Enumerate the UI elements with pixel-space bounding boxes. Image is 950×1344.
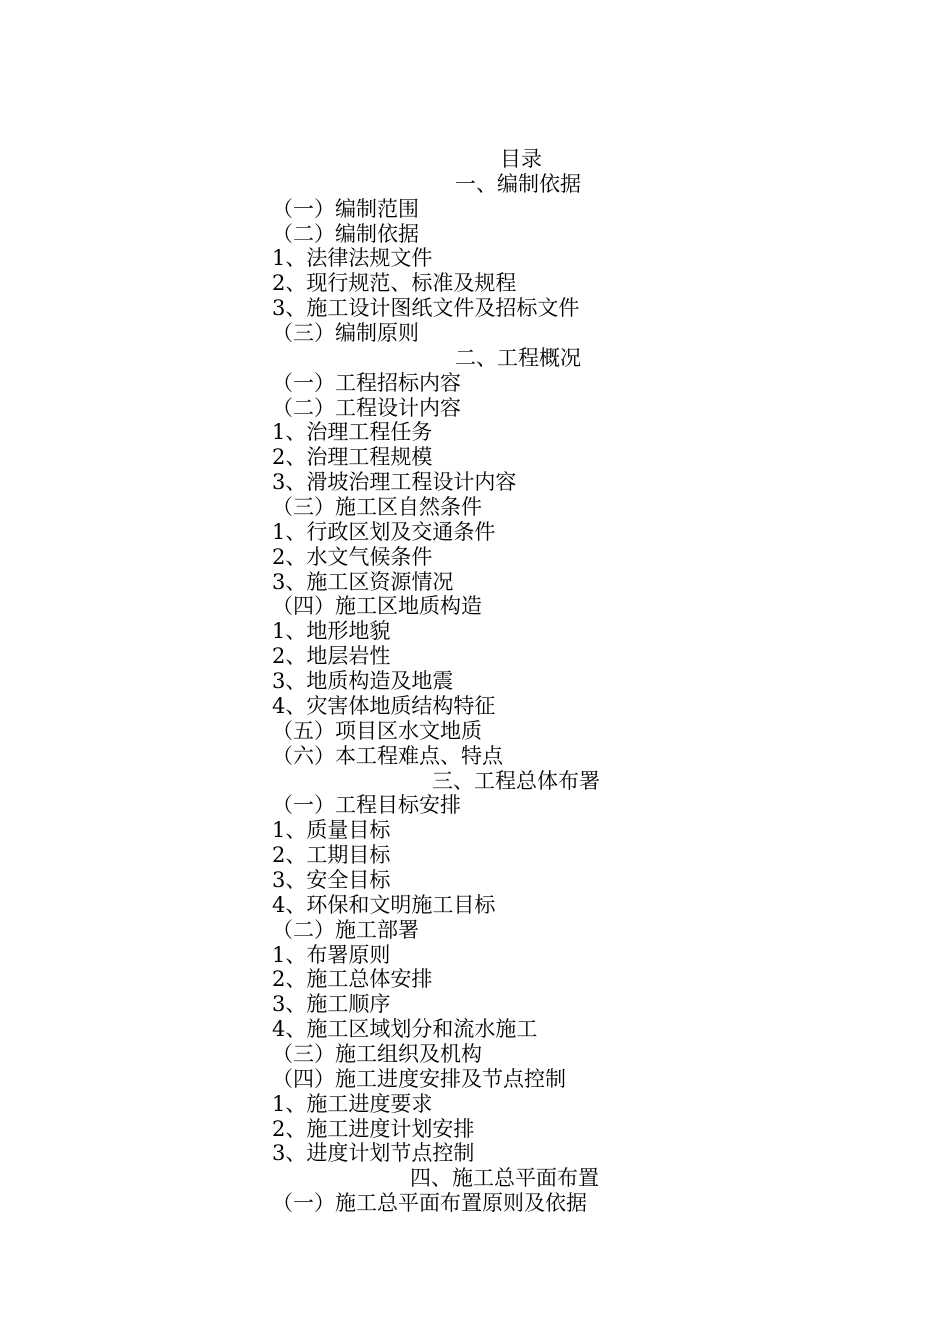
toc-item-entry: 2、工期目标: [272, 843, 391, 867]
toc-item-entry: 3、地质构造及地震: [272, 669, 454, 693]
toc-section-entry: （二）工程设计内容: [272, 396, 461, 420]
toc-item-entry: 2、治理工程规模: [272, 445, 433, 469]
toc-item-entry: 1、施工进度要求: [272, 1092, 433, 1116]
toc-item-entry: 3、进度计划节点控制: [272, 1141, 475, 1165]
toc-item-entry: 4、灾害体地质结构特征: [272, 694, 496, 718]
toc-item-entry: 3、施工设计图纸文件及招标文件: [272, 296, 580, 320]
toc-item-entry: 3、施工区资源情况: [272, 570, 454, 594]
toc-item-entry: 1、行政区划及交通条件: [272, 520, 496, 544]
toc-item-entry: 1、法律法规文件: [272, 246, 433, 270]
toc-section-entry: （一）工程招标内容: [272, 371, 461, 395]
toc-item-entry: 1、地形地貌: [272, 619, 391, 643]
toc-section-entry: （六）本工程难点、特点: [272, 744, 503, 768]
toc-chapter-heading: 二、工程概况: [455, 346, 581, 370]
toc-section-entry: （二）编制依据: [272, 222, 419, 246]
toc-item-entry: 3、安全目标: [272, 868, 391, 892]
toc-section-entry: （三）施工区自然条件: [272, 495, 482, 519]
toc-section-entry: （四）施工区地质构造: [272, 594, 482, 618]
toc-item-entry: 2、地层岩性: [272, 644, 391, 668]
toc-section-entry: （三）施工组织及机构: [272, 1042, 482, 1066]
toc-title: 目录: [500, 147, 542, 171]
toc-item-entry: 1、布署原则: [272, 943, 391, 967]
toc-section-entry: （一）编制范围: [272, 197, 419, 221]
toc-section-entry: （三）编制原则: [272, 321, 419, 345]
toc-item-entry: 2、水文气候条件: [272, 545, 433, 569]
toc-item-entry: 3、滑坡治理工程设计内容: [272, 470, 517, 494]
toc-item-entry: 4、环保和文明施工目标: [272, 893, 496, 917]
toc-item-entry: 2、施工进度计划安排: [272, 1117, 475, 1141]
toc-section-entry: （一）施工总平面布置原则及依据: [272, 1191, 587, 1215]
toc-chapter-heading: 三、工程总体布署: [432, 769, 600, 793]
toc-item-entry: 2、施工总体安排: [272, 967, 433, 991]
toc-section-entry: （五）项目区水文地质: [272, 719, 482, 743]
toc-section-entry: （一）工程目标安排: [272, 793, 461, 817]
toc-chapter-heading: 四、施工总平面布置: [410, 1166, 599, 1190]
toc-item-entry: 1、治理工程任务: [272, 420, 433, 444]
toc-item-entry: 4、施工区域划分和流水施工: [272, 1017, 538, 1041]
toc-section-entry: （二）施工部署: [272, 918, 419, 942]
toc-item-entry: 3、施工顺序: [272, 992, 391, 1016]
toc-item-entry: 2、现行规范、标准及规程: [272, 271, 517, 295]
toc-item-entry: 1、质量目标: [272, 818, 391, 842]
toc-chapter-heading: 一、编制依据: [455, 172, 581, 196]
toc-section-entry: （四）施工进度安排及节点控制: [272, 1067, 566, 1091]
